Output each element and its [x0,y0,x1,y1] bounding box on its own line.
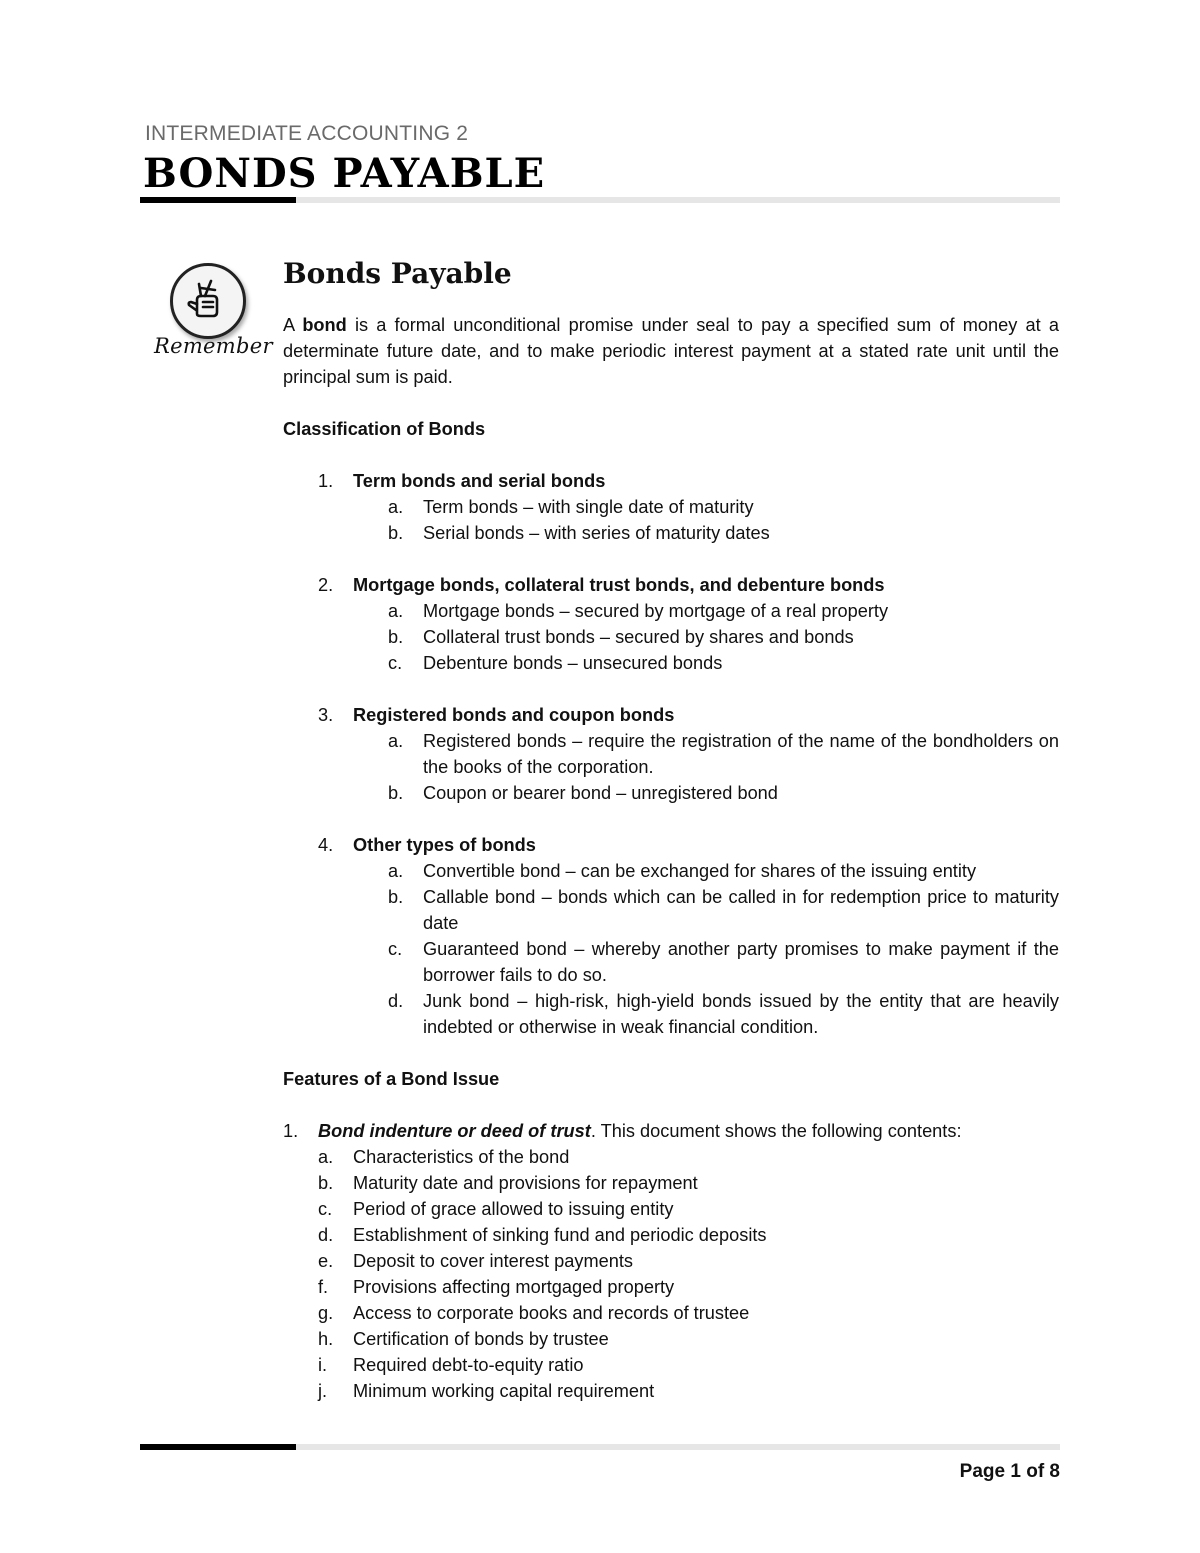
list-item-title: Term bonds and serial bonds [353,471,606,491]
features-list [283,1118,1059,1404]
main-content [283,254,1059,1404]
sub-list-item: c. Debenture bonds – unsecured bonds [388,653,723,673]
sub-list-item: c. Period of grace allowed to issuing entity [318,1199,674,1219]
sub-list-item: f. Provisions affecting mortgaged property [318,1277,675,1297]
list-item-title: Registered bonds and coupon bonds [353,705,675,725]
list-item-title: Other types of bonds [353,835,536,855]
bond-definition: A bond is a formal unconditional promise under seal to pay a specified sum of money at a determinate future date, and to make periodic interest payment at a stated rate unit until the principal sum is paid. [283,315,1059,387]
footer-divider [140,1444,1060,1450]
sub-list-item: b. Callable bond – bonds which can be called in for redemption price to maturity date [388,887,1059,933]
page-number: Page 1 of 8 [959,1461,1060,1482]
crossed-fingers-icon [170,263,246,339]
sub-list-item: a. Term bonds – with single date of maturity [388,497,754,517]
remember-badge [152,258,273,368]
sub-list-item: b. Coupon or bearer bond – unregistered bond [388,783,778,803]
document-title: BONDS PAYABLE [143,150,546,197]
list-item: 1. Term bonds and serial bonds a. Term bonds – with single date of maturity b. Serial bonds – with series of maturity dates [283,468,1059,546]
sub-list-item: d. Junk bond – high-risk, high-yield bonds issued by the entity that are heavily indebted or otherwise in weak financial condition. [388,991,1059,1037]
sub-list-item: d. Establishment of sinking fund and periodic deposits [318,1225,767,1245]
list-item: 1. Bond indenture or deed of trust. This document shows the following contents: a. Characteristics of the bond b. Maturity date and provisions for repayment c. Period of grace allowed to issuing entity d. Establishment of sinking fund and periodic deposits e. Deposit to cover interest payments f. Provisions affecting mortgaged property g. Access to corporate books and records of trustee h. Certification of bonds by trustee i. Required debt-to-equity ratio j. Minimum working capital requirement [283,1118,1059,1404]
sub-list-item: b. Collateral trust bonds – secured by shares and bonds [388,627,854,647]
list-item-title: Mortgage bonds, collateral trust bonds, and debenture bonds [353,575,885,595]
list-item: 3. Registered bonds and coupon bonds a. Registered bonds – require the registration of the name of the bondholders on the books of the corporation. b. Coupon or bearer bond – unregistered bond [283,702,1059,806]
features-heading: Features of a Bond Issue [283,1069,500,1089]
sub-list-item: i. Required debt-to-equity ratio [318,1355,584,1375]
list-item: 2. Mortgage bonds, collateral trust bonds, and debenture bonds a. Mortgage bonds – secured by mortgage of a real property b. Collateral trust bonds – secured by shares and bonds c. Debenture bonds – unsecured bonds [283,572,1059,676]
course-label: INTERMEDIATE ACCOUNTING 2 [145,122,469,145]
remember-label: Remember [154,334,273,358]
sub-list-item: a. Registered bonds – require the registration of the name of the bondholders on the books of the corporation. [388,731,1059,777]
classification-heading: Classification of Bonds [283,419,486,439]
list-item: 4. Other types of bonds a. Convertible bond – can be exchanged for shares of the issuing entity b. Callable bond – bonds which can be called in for redemption price to maturity date c. Guaranteed bond – whereby another party promises to make payment if the borrower fails to do so. d. Junk bond – high-risk, high-yield bonds issued by the entity that are heavily indebted or otherwise in weak financial condition. [283,832,1059,1040]
sub-list-item: h. Certification of bonds by trustee [318,1329,609,1349]
sub-list-item: a. Characteristics of the bond [318,1147,570,1167]
sub-list-item: a. Mortgage bonds – secured by mortgage of a real property [388,601,889,621]
bond-term: bond [302,315,347,335]
sub-list-item: c. Guaranteed bond – whereby another party promises to make payment if the borrower fails to do so. [388,939,1059,985]
list-item-title: Bond indenture or deed of trust [318,1121,591,1141]
sub-list-item: a. Convertible bond – can be exchanged for shares of the issuing entity [388,861,977,881]
classification-list [283,468,1059,1040]
section-heading: Bonds Payable [283,257,512,290]
sub-list-item: b. Maturity date and provisions for repayment [318,1173,698,1193]
sub-list-item: j. Minimum working capital requirement [318,1381,655,1401]
sub-list-item: g. Access to corporate books and records of trustee [318,1303,750,1323]
header-divider [140,197,1060,203]
sub-list-item: e. Deposit to cover interest payments [318,1251,634,1271]
sub-list-item: b. Serial bonds – with series of maturity dates [388,523,770,543]
